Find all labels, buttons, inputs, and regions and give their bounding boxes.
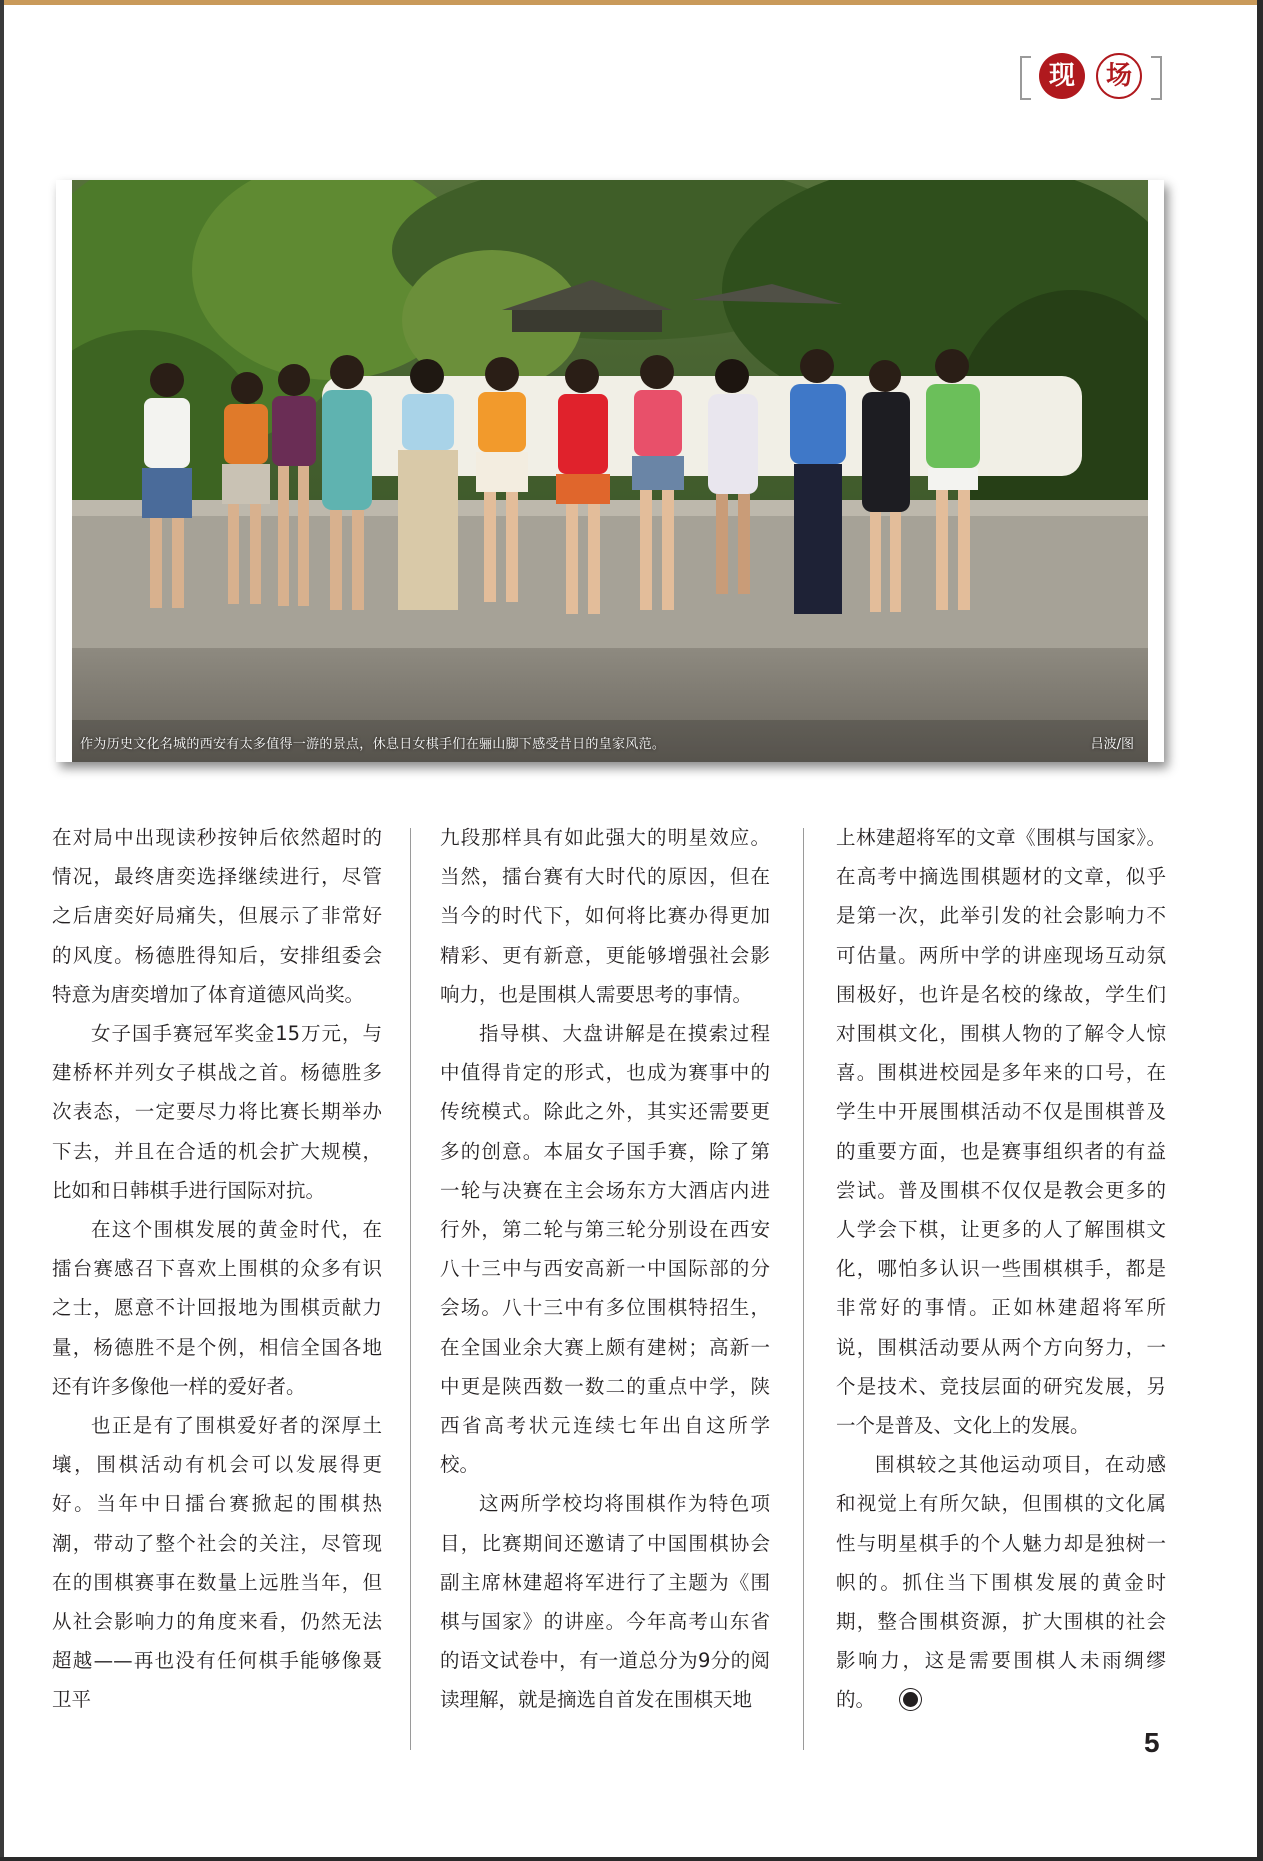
paragraph: 指导棋、大盘讲解是在摸索过程中值得肯定的形式，也成为赛事中的传统模式。除此之外，其实还需要更多的创意。本届女子国手赛，除了第一轮与决赛在主会场东方大酒店内进行外，第二轮与第三轮分别设在西安八十三中与西安高新一中国际部的分会场。八十三中有多位围棋特招生，在全国业余大赛上颇有建树；高新一中更是陕西数一数二的重点中学，陕西省高考状元连续七年出自这所学校。 — [440, 1022, 770, 1477]
paragraph: 九段那样具有如此强大的明星效应。当然，擂台赛有大时代的原因，但在当今的时代下，如何将比赛办得更加精彩、更有新意，更能够增强社会影响力，也是围棋人需要思考的事情。 — [440, 826, 770, 1006]
paragraph: 这两所学校均将围棋作为特色项目，比赛期间还邀请了中国围棋协会副主席林建超将军进行了主题为《围棋与国家》的讲座。今年高考山东省的语文试卷中，有一道总分为9分的阅读理解，就是摘选自首发在围棋天地 — [440, 1492, 770, 1712]
paragraph: 女子国手赛冠军奖金15万元，与建桥杯并列女子棋战之首。杨德胜多次表态，一定要尽力将比赛长期举办下去，并且在合适的机会扩大规模，比如和日韩棋手进行国际对抗。 — [52, 1022, 382, 1202]
page-number: 5 — [1144, 1727, 1160, 1758]
top-rule — [0, 0, 1263, 5]
bracket-left — [1020, 56, 1031, 100]
text-column-3 — [836, 818, 1166, 1720]
paragraph — [836, 1445, 1166, 1719]
paragraph: 在这个围棋发展的黄金时代，在擂台赛感召下喜欢上围棋的众多有识之士，愿意不计回报地为围棋贡献力量，杨德胜不是个例，相信全国各地还有许多像他一样的爱好者。 — [52, 1218, 382, 1398]
paragraph: 上林建超将军的文章《围棋与国家》。在高考中摘选围棋题材的文章，似乎是第一次，此举引发的社会影响力不可估量。两所中学的讲座现场互动氛围极好，也许是名校的缘故，学生们对围棋文化，围棋人物的了解令人惊喜。围棋进校园是多年来的口号，在学生中开展围棋活动不仅是围棋普及的重要方面，也是赛事组织者的有益尝试。普及围棋不仅仅是教会更多的人学会下棋，让更多的人了解围棋文化，哪怕多认识一些围棋棋手，都是非常好的事情。正如林建超将军所说，围棋活动要从两个方向努力，一个是技术、竞技层面的研究发展，另一个是普及、文化上的发展。 — [836, 826, 1166, 1438]
section-stamp — [1018, 50, 1164, 102]
text-column-1 — [52, 818, 382, 1720]
section-seal-2: 场 — [1096, 53, 1142, 99]
right-edge — [1257, 0, 1263, 1861]
bottom-edge — [0, 1857, 1263, 1861]
group-photo-image — [72, 180, 1148, 762]
bracket-right — [1151, 56, 1162, 100]
left-edge — [0, 0, 4, 1861]
paragraph: 在对局中出现读秒按钟后依然超时的情况，最终唐奕选择继续进行，尽管之后唐奕好局痛失，但展示了非常好的风度。杨德胜得知后，安排组委会特意为唐奕增加了体育道德风尚奖。 — [52, 826, 382, 1006]
column-divider — [410, 828, 411, 1750]
photo-caption: 作为历史文化名城的西安有太多值得一游的景点，休息日女棋手们在骊山脚下感受昔日的皇家风范。 — [80, 737, 666, 752]
paragraph-text: 围棋较之其他运动项目，在动感和视觉上有所欠缺，但围棋的文化属性与明星棋手的个人魅力却是独树一帜的。抓住当下围棋发展的黄金时期，整合围棋资源，扩大围棋的社会影响力，这是需要围棋人未雨绸缪的。 — [836, 1453, 1166, 1712]
section-seal-1: 现 — [1039, 53, 1085, 99]
column-divider — [803, 828, 804, 1750]
text-column-2 — [440, 818, 770, 1720]
end-of-article-icon — [903, 1692, 918, 1707]
group-photo — [72, 180, 1148, 762]
photo-credit: 吕波/图 — [1090, 737, 1134, 752]
group-photo-frame — [56, 180, 1164, 762]
paragraph: 也正是有了围棋爱好者的深厚土壤，围棋活动有机会可以发展得更好。当年中日擂台赛掀起的围棋热潮，带动了整个社会的关注，尽管现在的围棋赛事在数量上远胜当年，但从社会影响力的角度来看，仍然无法超越——再也没有任何棋手能够像聂卫平 — [52, 1414, 382, 1712]
